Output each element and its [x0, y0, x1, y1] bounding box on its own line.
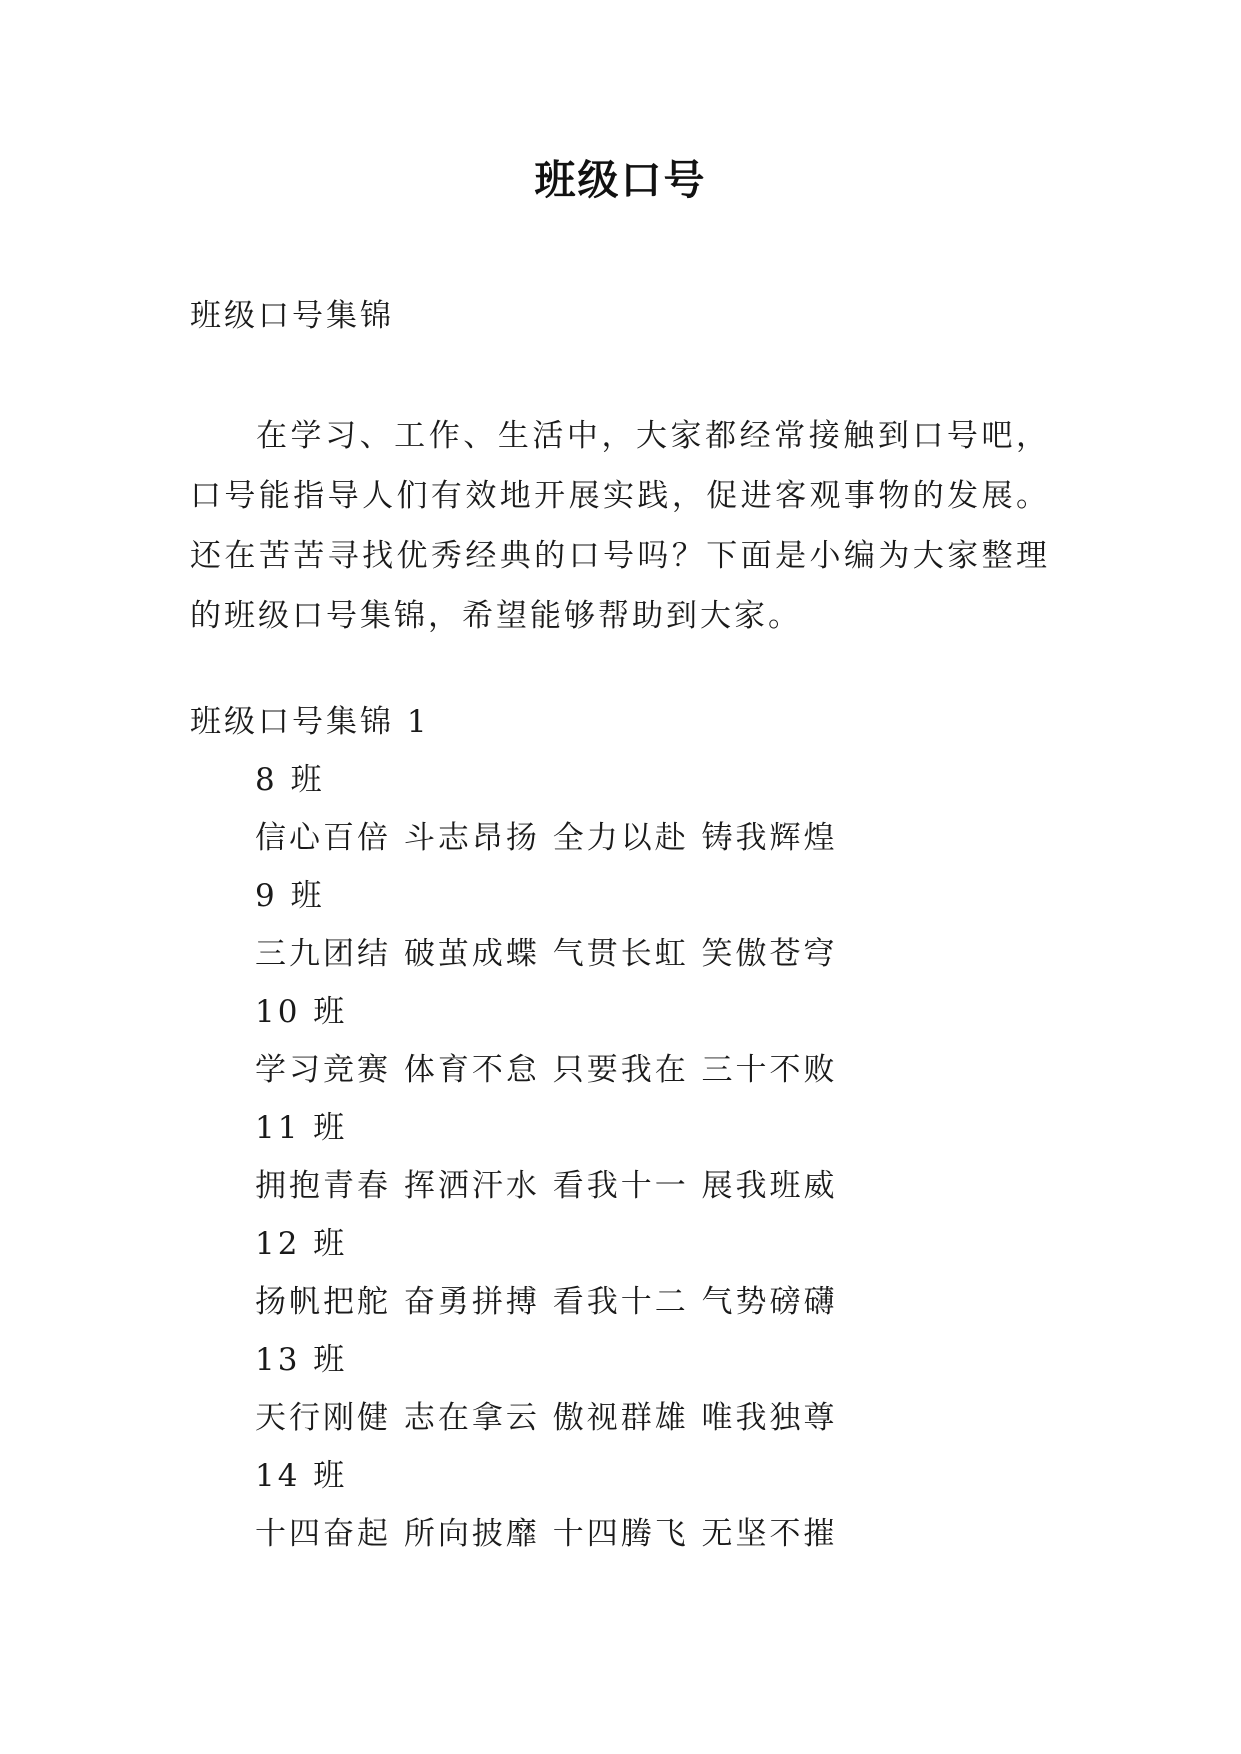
intro-paragraph: 在学习、工作、生活中，大家都经常接触到口号吧，口号能指导人们有效地开展实践，促进客观事物的发展。还在苦苦寻找优秀经典的口号吗？下面是小编为大家整理的班级口号集锦，希望能够帮助到大家。 — [190, 418, 1050, 634]
section-heading: 班级口号集锦 — [190, 298, 394, 334]
class-slogan-13: 天行刚健 志在拿云 傲视群雄 唯我独尊 — [255, 1400, 838, 1436]
subheading: 班级口号集锦 1 — [190, 704, 430, 740]
class-slogan-10: 学习竞赛 体育不怠 只要我在 三十不败 — [255, 1052, 838, 1088]
class-name-14: 14 班 — [255, 1458, 348, 1494]
class-name-10: 10 班 — [255, 994, 348, 1030]
class-slogan-9: 三九团结 破茧成蝶 气贯长虹 笑傲苍穹 — [255, 936, 838, 972]
class-slogan-8: 信心百倍 斗志昂扬 全力以赴 铸我辉煌 — [255, 820, 838, 856]
class-name-8: 8 班 — [255, 762, 325, 798]
class-name-12: 12 班 — [255, 1226, 348, 1262]
class-name-11: 11 班 — [255, 1110, 348, 1146]
class-slogan-11: 拥抱青春 挥洒汗水 看我十一 展我班威 — [255, 1168, 838, 1204]
class-slogan-14: 十四奋起 所向披靡 十四腾飞 无坚不摧 — [255, 1516, 838, 1552]
document-title: 班级口号 — [534, 156, 707, 204]
class-slogan-12: 扬帆把舵 奋勇拼搏 看我十二 气势磅礴 — [255, 1284, 838, 1320]
class-name-9: 9 班 — [255, 878, 325, 914]
class-name-13: 13 班 — [255, 1342, 348, 1378]
